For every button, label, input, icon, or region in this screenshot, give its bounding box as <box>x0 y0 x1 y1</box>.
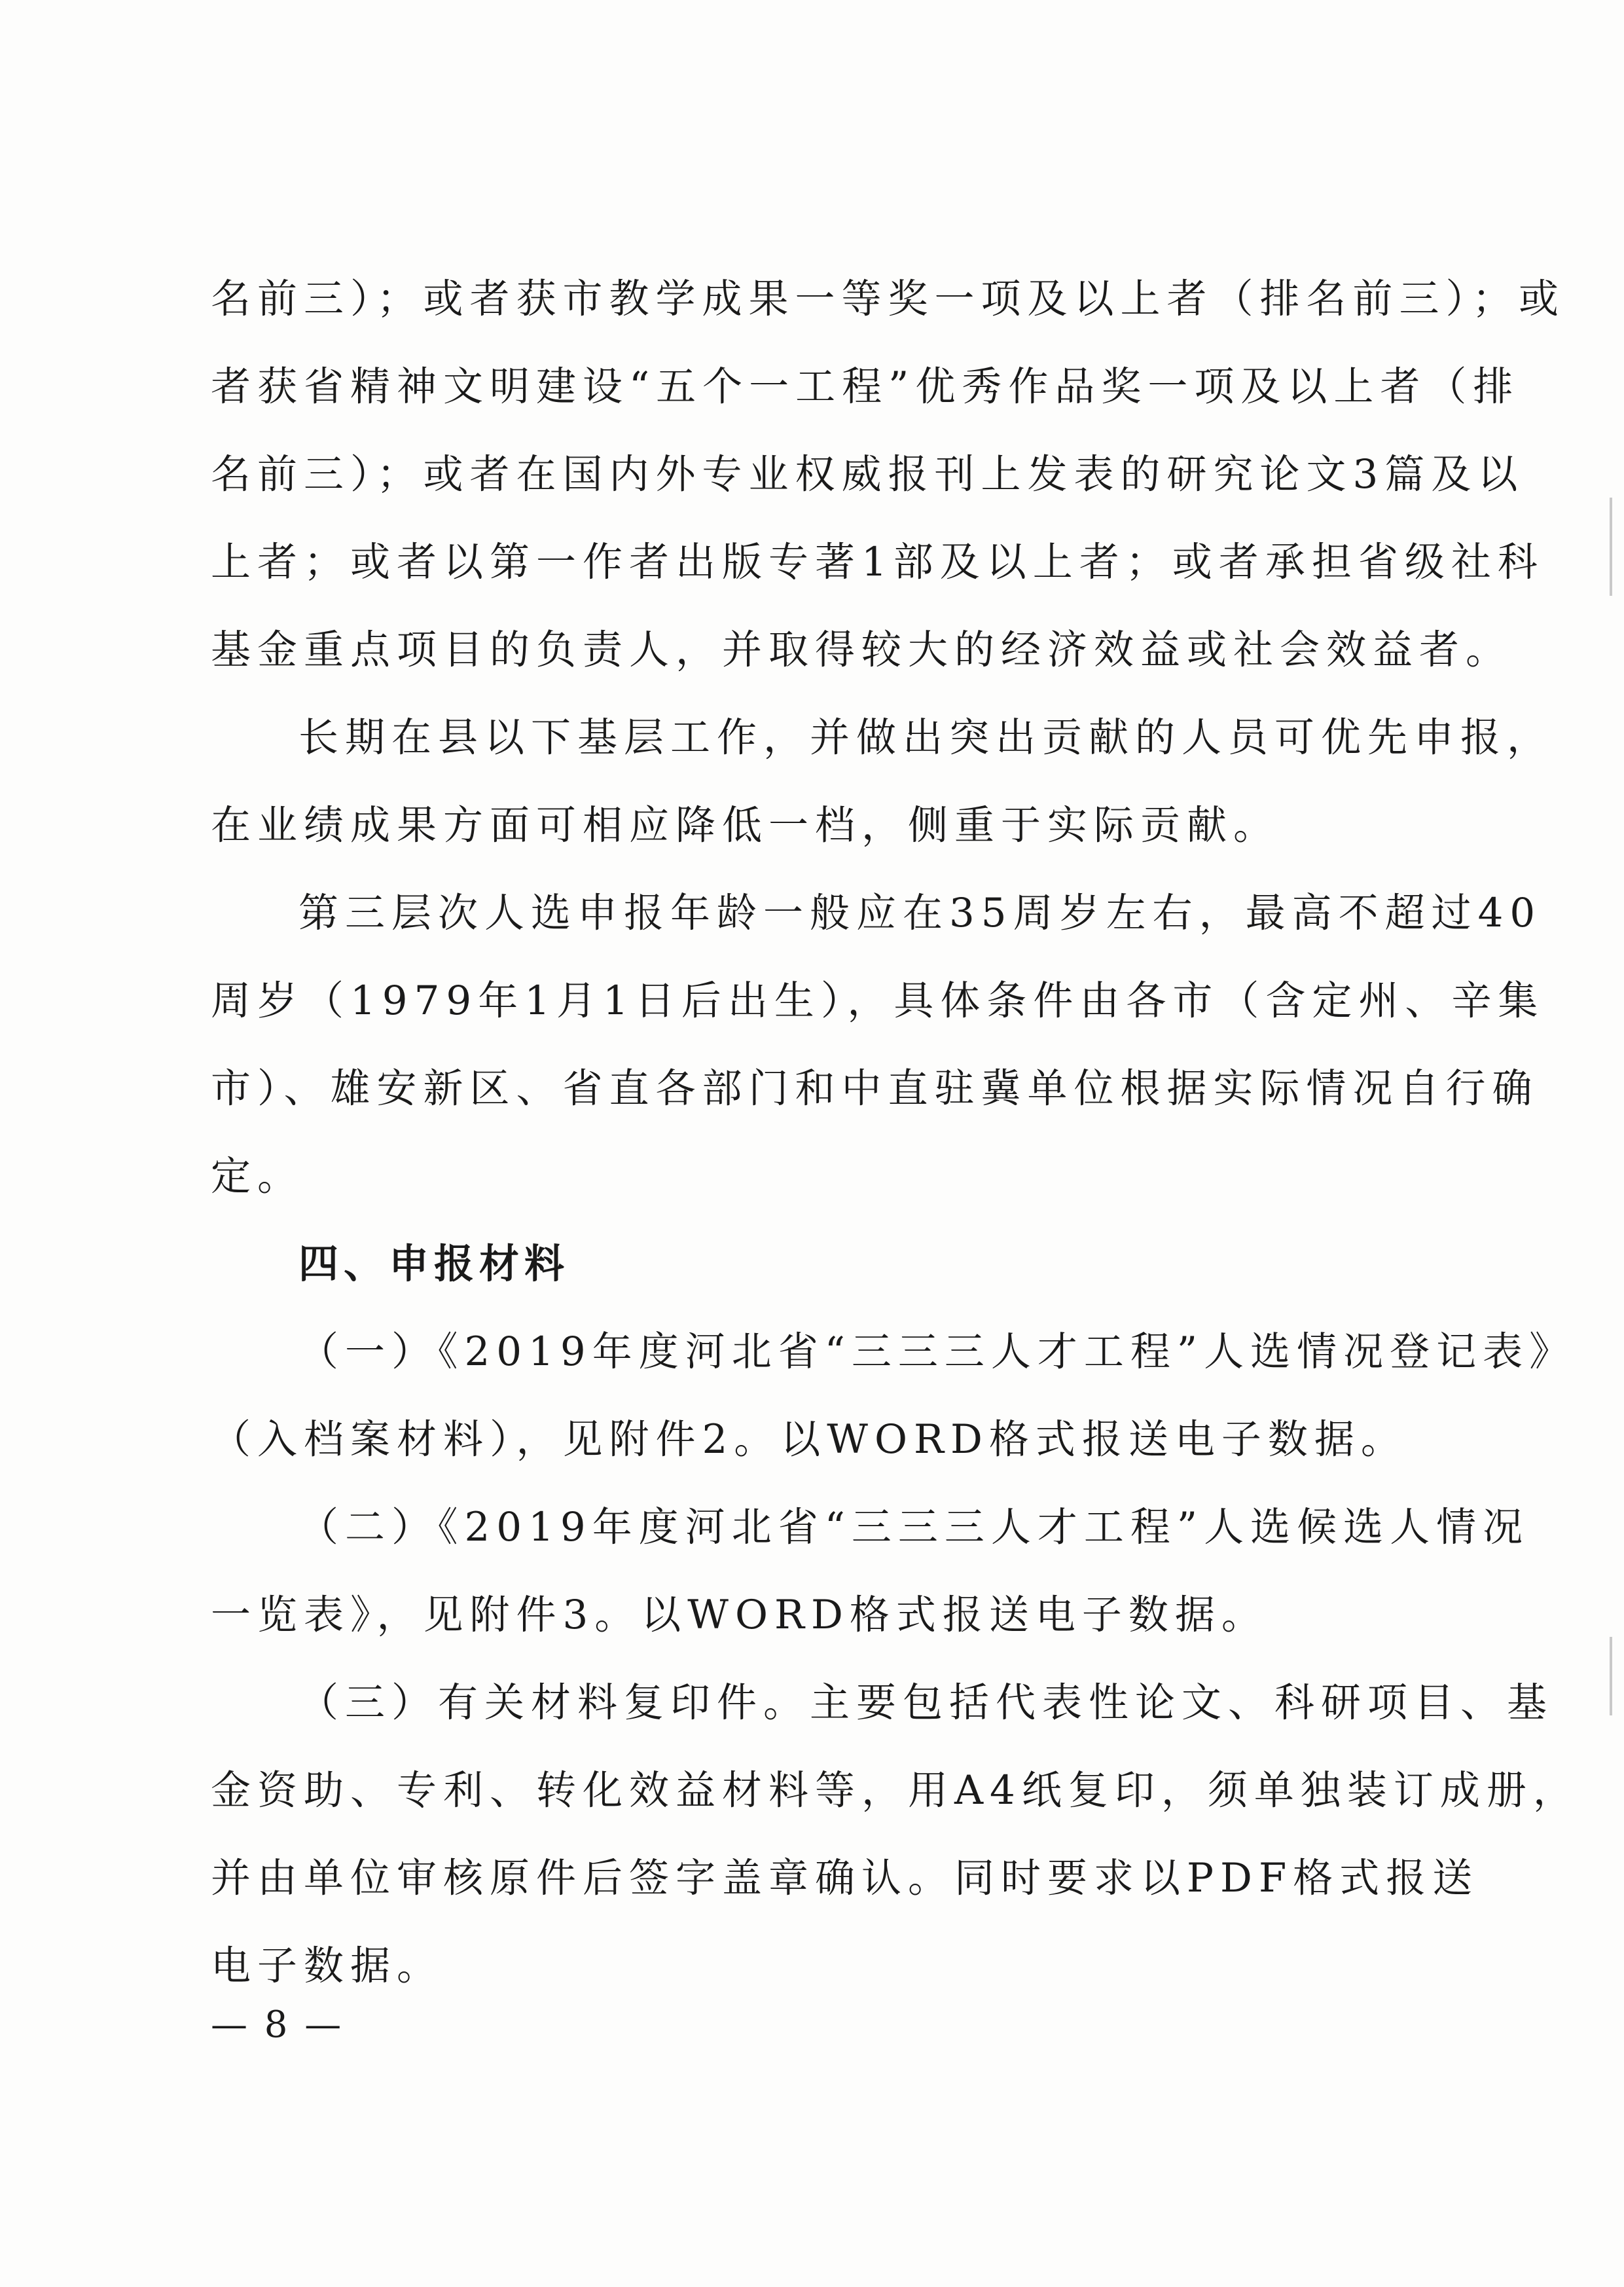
paragraph-item-1 <box>211 1308 1576 1484</box>
text-line: 上者；或者以第一作者出版专著1部及以上者；或者承担省级社科 <box>211 539 1544 585</box>
text-line: 并由单位审核原件后签字盖章确认。同时要求以PDF格式报送 <box>211 1855 1479 1901</box>
text-line: 在业绩成果方面可相应降低一档，侧重于实际贡献。 <box>211 802 1280 849</box>
paragraph-continuation <box>211 255 1566 694</box>
document-body <box>211 255 1579 2010</box>
text-line: 电子数据。 <box>211 1943 444 1989</box>
text-line: （入档案材料），见附件2。以WORD格式报送电子数据。 <box>211 1416 1407 1463</box>
scan-edge-mark <box>1610 1637 1612 1715</box>
text-line: 者获省精神文明建设“五个一工程”优秀作品奖一项及以上者（排 <box>211 363 1520 410</box>
paragraph-item-3 <box>211 1659 1579 2010</box>
text-line: 长期在县以下基层工作，并做出突出贡献的人员可优先申报， <box>298 714 1554 761</box>
text-line: 周岁（1979年1月1日后出生），具体条件由各市（含定州、辛集 <box>211 978 1545 1024</box>
paragraph-grassroots-priority <box>211 694 1554 869</box>
text-line: 名前三）；或者在国内外专业权威报刊上发表的研究论文3篇及以 <box>211 451 1525 498</box>
scan-edge-mark <box>1610 498 1612 596</box>
paragraph-item-2 <box>211 1484 1530 1659</box>
text-line: 名前三）；或者获市教学成果一等奖一项及以上者（排名前三）；或 <box>211 276 1566 322</box>
paragraph-age-requirement <box>211 869 1545 1220</box>
text-line: 基金重点项目的负责人，并取得较大的经济效益或社会效益者。 <box>211 627 1513 673</box>
text-line: （三）有关材料复印件。主要包括代表性论文、科研项目、基 <box>298 1679 1554 1726</box>
text-line: （二）《2019年度河北省“三三三人才工程”人选候选人情况 <box>298 1504 1530 1550</box>
text-line: （一）《2019年度河北省“三三三人才工程”人选情况登记表》 <box>298 1328 1576 1375</box>
text-line: 市）、雄安新区、省直各部门和中直驻冀单位根据实际情况自行确 <box>211 1065 1539 1112</box>
text-line: 金资助、专利、转化效益材料等，用A4纸复印，须单独装订成册， <box>211 1767 1579 1814</box>
text-line: 第三层次人选申报年龄一般应在35周岁左右，最高不超过40 <box>298 890 1542 936</box>
text-line: 一览表》，见附件3。以WORD格式报送电子数据。 <box>211 1592 1268 1638</box>
text-line: 定。 <box>211 1153 304 1199</box>
page-number: — 8 — <box>211 2003 344 2046</box>
section-heading: 四、申报材料 <box>298 1241 570 1287</box>
